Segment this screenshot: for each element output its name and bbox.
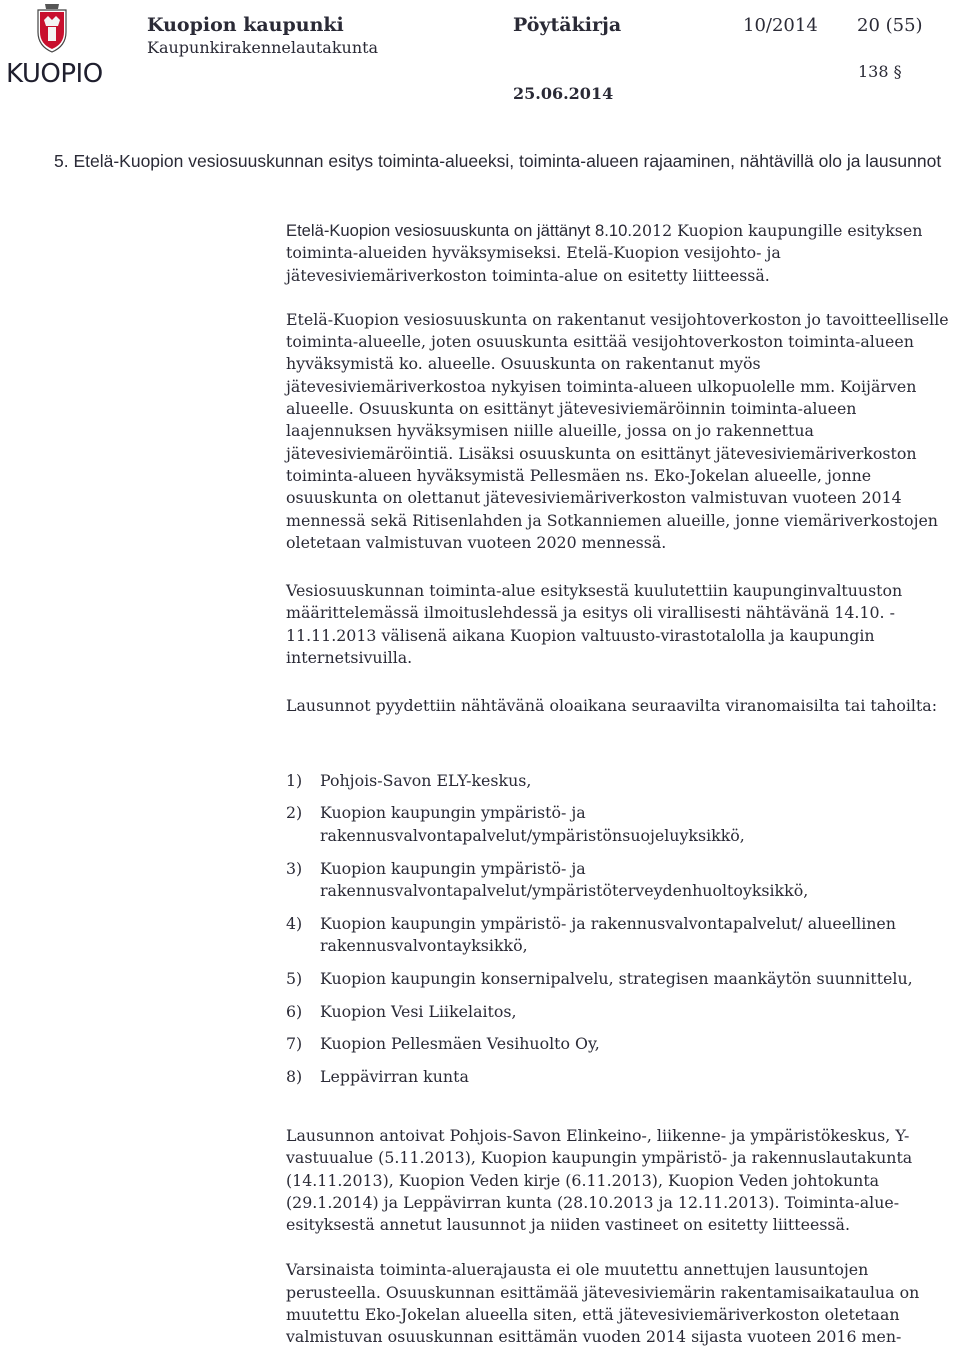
list-item: 3) Kuopion kaupungin ympäristö- ja rakennusvalvontapalvelut/ympäristöterveydenhuoltoyksikkö, [286,858,809,900]
section-title: 5. Etelä-Kuopion vesiosuuskunnan esitys toiminta-alueeksi, toiminta-alueen rajaaminen, nähtävillä olo ja lausunnot [54,151,942,171]
intro-paragraph: Etelä-Kuopion vesiosuuskunta on jättänyt 8.10.2012 Kuopion kaupungille esityksen toiminta-alueiden hyväksymiseksi. Etelä-Kuopion vesijohto- ja jätevesiviemäriverkoston toiminta-alue on esitetty liitteessä. [286,221,923,285]
coat-of-arms-icon [34,2,70,56]
city-name: Kuopion kaupunki [147,14,344,36]
authority-list [286,770,954,1089]
paragraph-statements-requested: Lausunnot pyydettiin nähtävänä oloaikana seuraavilta viranomaisilta tai tahoilta: [286,696,938,716]
list-item: 8) Leppävirran kunta [286,1067,469,1087]
list-item: 5) Kuopion kaupungin konsernipalvelu, strategisen maankäytön suunnittelu, [286,968,913,988]
list-item: 4) Kuopion kaupungin ympäristö- ja rakennusvalvontapalvelut/ alueellinen rakennusvalvontayksikkö, [286,913,896,955]
section-body [286,220,954,1349]
page-number: 20 (55) [857,15,923,36]
list-item: 7) Kuopion Pellesmäen Vesihuolto Oy, [286,1034,600,1054]
paragraph-number: 138 § [858,62,902,81]
paragraph-statements-given: Lausunnon antoivat Pohjois-Savon Elinkeino-, liikenne- ja ympäristökeskus, Y-vastuualue (5.11.2013), Kuopion kaupungin ympäristö- ja rakennuslautakunta (14.11.2013), Kuopion Veden kirje (6.11.2013), Kuopion Veden johtokunta (29.1.2014) ja Leppävirran kunta (28.10.2013 ja 12.11.2013). Toiminta-alue-esityksestä annetut lausunnot ja niiden vastineet on esitetty liitteessä. [286,1125,913,1235]
paragraph-announcement: Vesiosuuskunnan toiminta-alue esityksestä kuulutettiin kaupunginvaltuuston määrittelemässä ilmoituslehdessä ja esitys oli virallisesti nähtävänä 14.10. - 11.11.2013 välisenä aikana Kuopion valtuusto-virastotalolla ja kaupungin internetsivuilla. [286,581,903,668]
paragraph-changes: Varsinaista toiminta-aluerajausta ei ole muutettu annettujen lausuntojen perusteella. Osuuskunnan esittämää jätevesiviemärin rakentamisaikataulua on muutettu Eko-Jokelan alueella siten, että jätevesiviemäriverkoston oletetaan valmistuvan osuuskunnan esittämän vuoden 2014 sijasta vuoteen 2016 men- [286,1260,920,1347]
kuopio-logo [4,2,103,94]
document-type: Pöytäkirja [513,14,622,36]
list-item: 6) Kuopion Vesi Liikelaitos, [286,1001,517,1021]
paragraph-network: Etelä-Kuopion vesiosuuskunta on rakentanut vesijohtoverkoston jo tavoitteelliselle toiminta-alueelle, joten osuuskunta esittää vesijohtoverkoston toiminta-alueen hyväksymistä ko. alueelle. Osuuskunta on rakentanut myös jätevesiviemäriverkostoa nykyisen toiminta-alueen ulkopuolelle mm. Koijärven alueelle. Osuuskunta on esittänyt jätevesiviemäröinnin toiminta-alueen laajennuksen hyväksymisen niille alueille, jossa on jo rakennettua jätevesiviemäröintiä. Lisäksi osuuskunta on esittänyt jätevesiviemäriverkoston toiminta-alueen hyväksymistä Pellesmäen ns. Eko-Jokelan alueelle, jonne osuuskunta on olettanut jätevesiviemäriverkoston valmistuvan vuoteen 2014 mennessä sekä Ritisenlahden ja Sotkanniemen alueille, jonne viemäriverkostojen oletetaan valmistuvan vuoteen 2020 mennessä. [286,309,949,552]
list-item: 1) Pohjois-Savon ELY-keskus, [286,770,532,790]
list-item: 2) Kuopion kaupungin ympäristö- ja rakennusvalvontapalvelut/ympäristönsuojeluyksikkö, [286,803,745,845]
logo-wordmark: KUOPIO [6,59,103,89]
meeting-date: 25.06.2014 [513,84,614,103]
board-name: Kaupunkirakennelautakunta [147,38,379,57]
document-number: 10/2014 [743,15,818,36]
